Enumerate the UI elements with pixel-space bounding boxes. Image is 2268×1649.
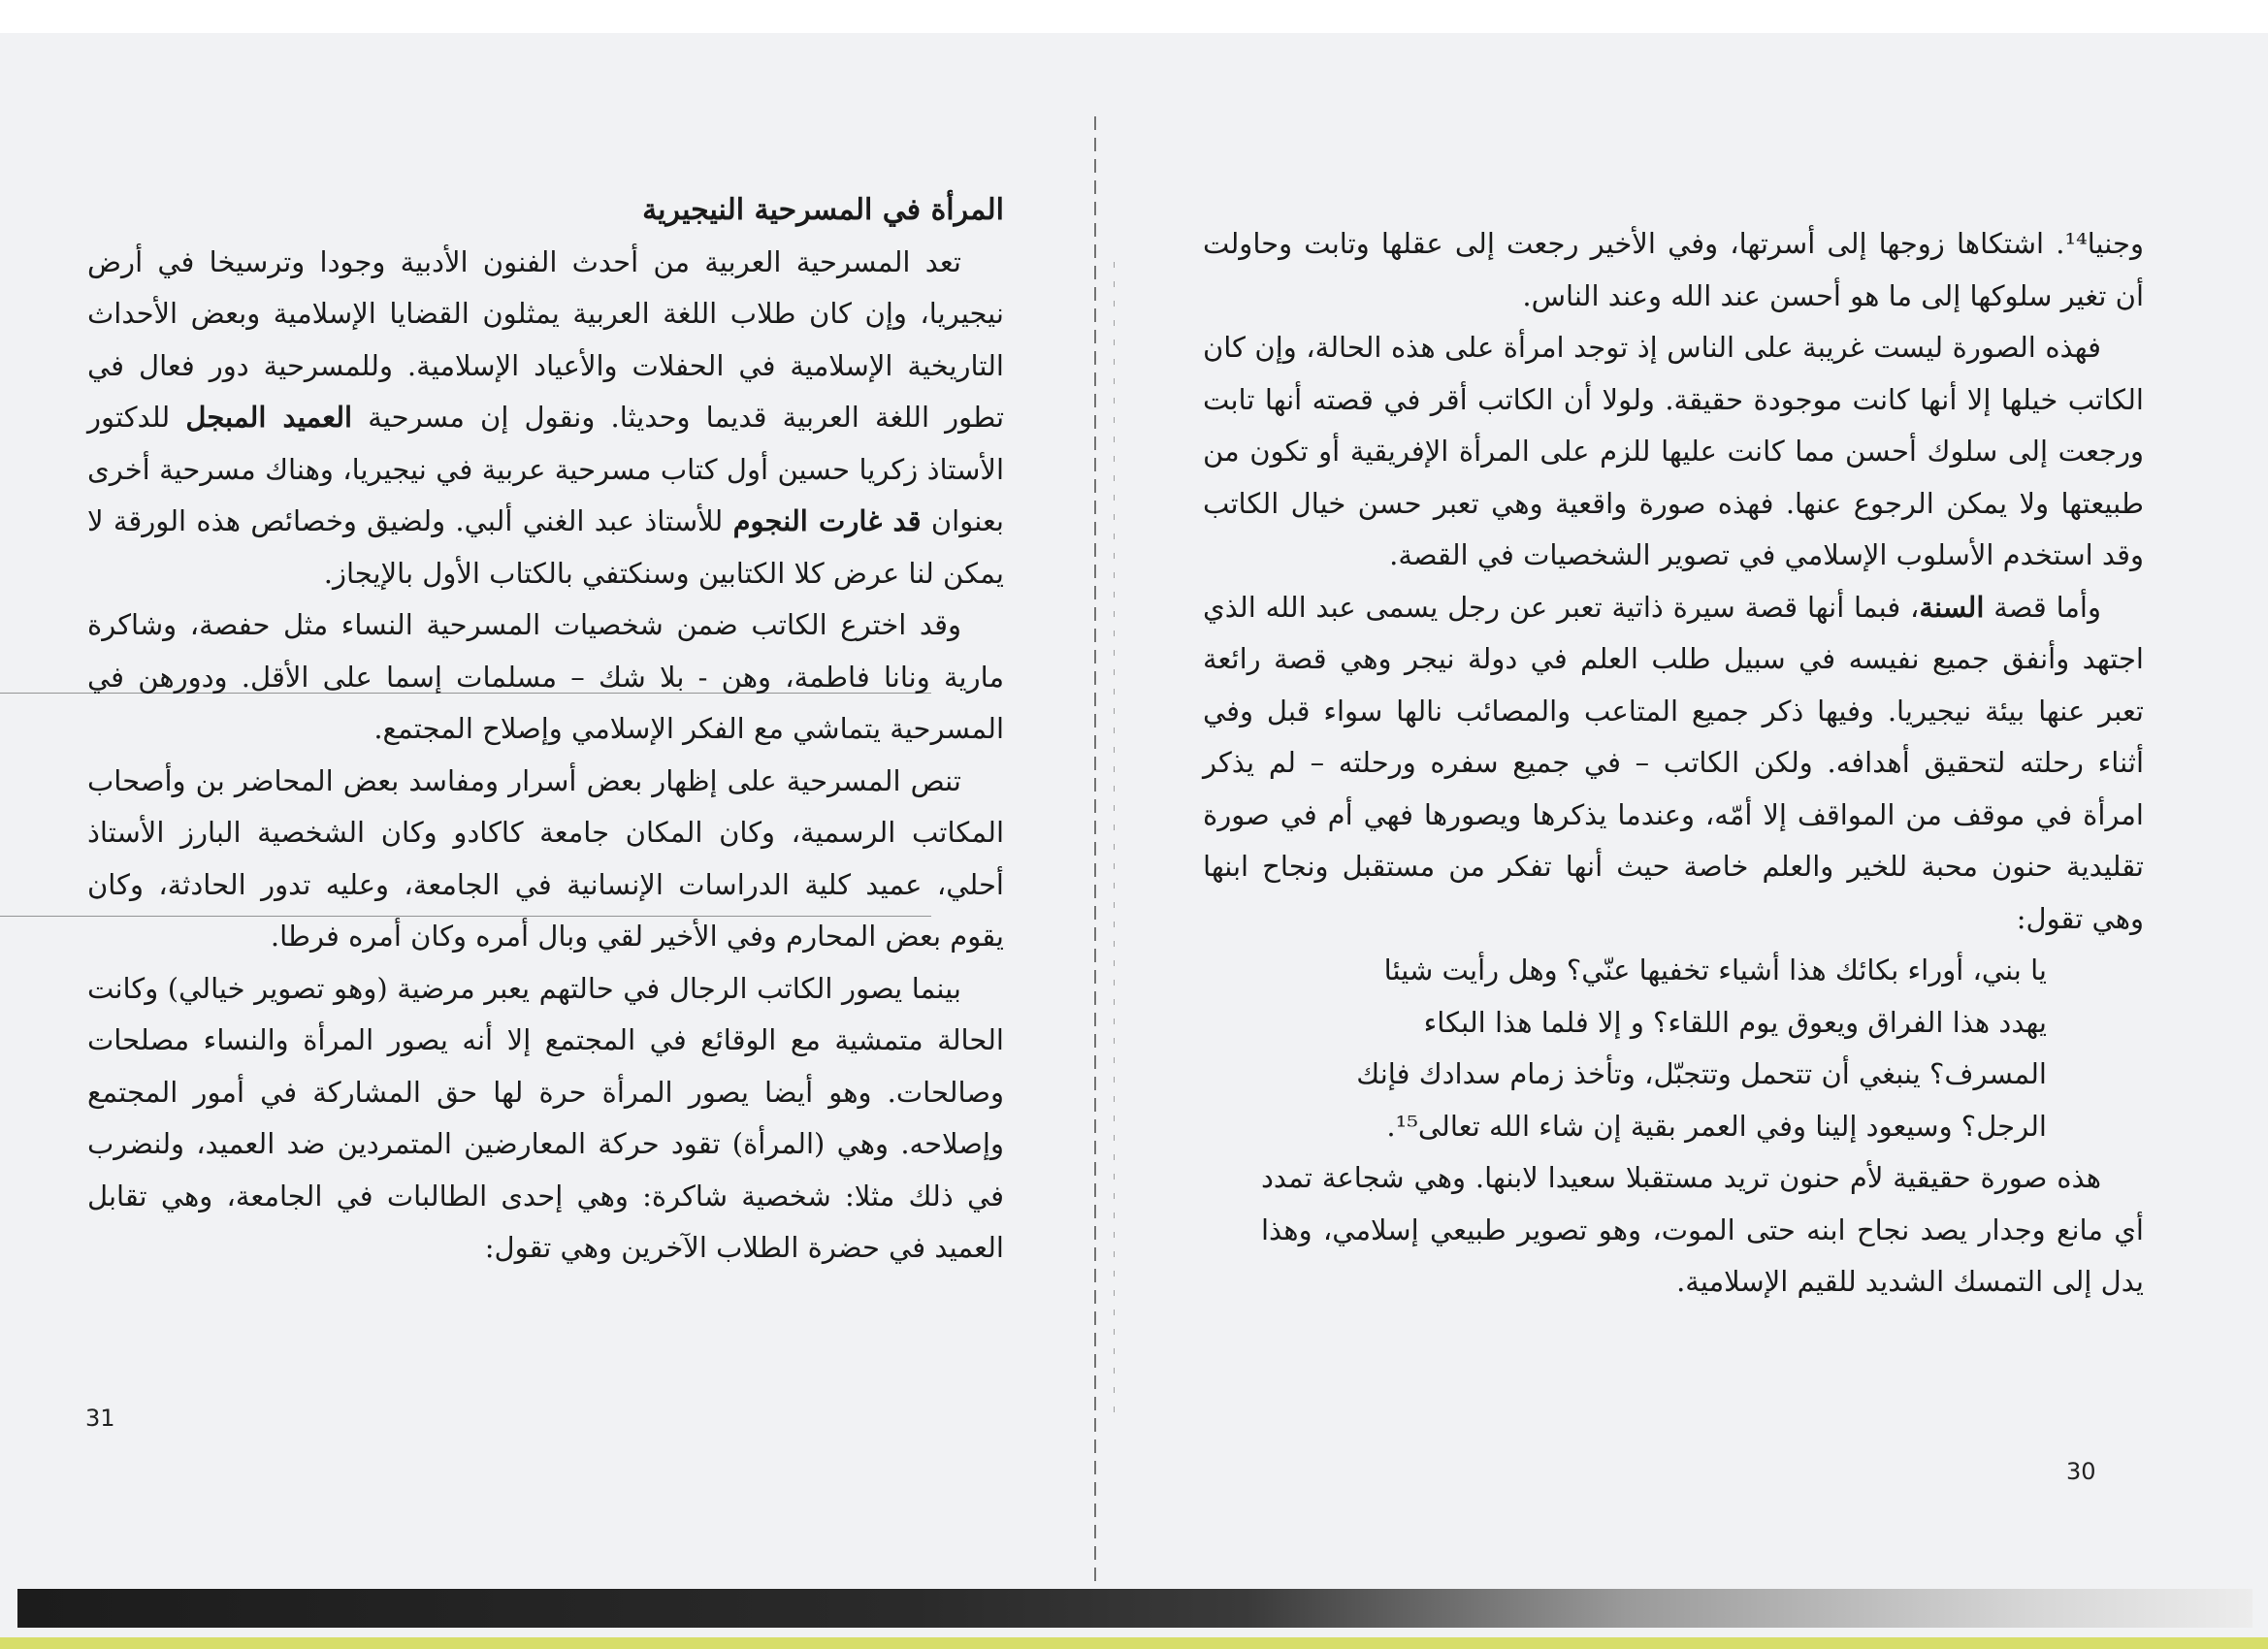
- paragraph-text: تعد المسرحية العربية من أحدث الفنون الأدبية وجودا وترسيخا في أرض نيجيريا، وإن كان طلاب اللغة العربية يمثلون القضايا الإسلامية وبعض الأحداث التاريخية الإسلامية في الحفلات والأعياد الإسلامية. وللمسرحية دور فعال في تطور اللغة العربية قديما وحديثا. ونقول إن مسرحية: [87, 244, 1005, 434]
- paragraph: وجنيا¹⁴. اشتكاها زوجها إلى أسرتها، وفي الأخير رجعت إلى عقلها وتابت وحاولت أن تغير سلوكها إلى ما هو أحسن عند الله وعند الناس.: [1203, 227, 2144, 312]
- play-title: العميد المبجل: [185, 401, 353, 434]
- paragraph: [1203, 582, 2144, 946]
- page-number: 31: [85, 1405, 115, 1432]
- quote-line: المسرف؟ ينبغي أن تتحمل وتتجبّل، وتأخذ زمام سدادك فإنك: [1356, 1057, 2047, 1090]
- story-title: السنة: [1919, 590, 1985, 624]
- scanner-shadow-bar: [17, 1589, 2252, 1628]
- paragraph-text: للدكتور الأستاذ زكريا حسين أول كتاب مسرحية عربية في نيجيريا، وهناك مسرحية أخرى بعنوان: [87, 401, 1005, 537]
- paragraph: وقد اخترع الكاتب ضمن شخصيات المسرحية النساء مثل حفصة، وشاكرة مارية ونانا فاطمة، وهن - بلا شك – مسلمات إسما على الأقل. ودورهن في المسرحية يتماشي مع الفكر الإسلامي وإصلاح المجتمع.: [87, 608, 1004, 745]
- quotation: [1203, 945, 2144, 1152]
- section-heading: المرأة في المسرحية النيجيرية: [642, 193, 1004, 227]
- play-title: قد غارت النجوم: [732, 504, 922, 537]
- scan-top-margin: [0, 0, 2268, 33]
- book-gutter-shadow: [1114, 262, 1115, 1426]
- quote-line: يا بني، أوراء بكائك هذا أشياء تخفيها عنّي؟ وهل رأيت شيئا: [1383, 954, 2047, 986]
- paragraph: تنص المسرحية على إظهار بعض أسرار ومفاسد بعض المحاضر بن وأصحاب المكاتب الرسمية، وكان المكان جامعة كاكادو وكان الشخصية البارز الأستاذ أحلي، عميد كلية الدراسات الإنسانية في الجامعة، وعليه تدور الحادثة، وكان يقوم بعض المحارم وفي الأخير لقي وبال أمره وكان أمره فرطا.: [87, 763, 1004, 953]
- paragraph: [87, 237, 1004, 600]
- quote-line: الرجل؟ وسيعود إلينا وفي العمر بقية إن شاء الله تعالى¹⁵.: [1386, 1109, 2047, 1143]
- page-number: 30: [2066, 1458, 2096, 1485]
- paragraph-text: وأما قصة: [1993, 590, 2101, 624]
- paragraph-text: للأستاذ عبد الغني ألبي. ولضيق وخصائص هذه الورقة لا يمكن لنا عرض كلا الكتابين وسنكتفي بالكتاب الأول بالإيجاز.: [87, 504, 1004, 590]
- paragraph: فهذه الصورة ليست غريبة على الناس إذ توجد امرأة على هذه الحالة، وإن كان الكاتب خيلها إلا أنها كانت موجودة حقيقة. ولولا أن الكاتب أقر في قصته أنها تابت ورجعت إلى سلوك أحسن مما كانت عليها للزم على المرأة الإفريقية أو تكون من طبيعتها ولا يمكن الرجوع عنها. فهذه صورة واقعية وهي تعبر حسن خيال الكاتب وقد استخدم الأسلوب الإسلامي في تصوير الشخصيات في القصة.: [1203, 331, 2144, 571]
- book-gutter: [1094, 116, 1096, 1581]
- right-page: [1203, 218, 2144, 1309]
- left-page: [87, 184, 1004, 1275]
- paragraph: بينما يصور الكاتب الرجال في حالتهم يعبر مرضية (وهو تصوير خيالي) وكانت الحالة متمشية مع الوقائع في المجتمع إلا أنه يصور المرأة والنساء مصلحات وصالحات. وهو أيضا يصور المرأة حرة لها حق المشاركة في أمور المجتمع وإصلاحه. وهي (المرأة) تقود حركة المعارضين المتمردين ضد العميد، ولنضرب في ذلك مثلا: شخصية شاكرة: وهي إحدى الطالبات في الجامعة، وهي تقابل العميد في حضرة الطلاب الآخرين وهي تقول:: [87, 971, 1004, 1264]
- paragraph-text: ، فبما أنها قصة سيرة ذاتية تعبر عن رجل يسمى عبد الله الذي اجتهد وأنفق جميع نفيسه في سبيل طلب العلم في دولة نيجر وهي قصة رائعة تعبر عنها بيئة نيجيريا. وفيها ذكر جميع المتاعب والمصائب نالها سواء قبل وفي أثناء رحلته لتحقيق أهدافه. ولكن الكاتب – في جميع سفره ورحلته – لم يذكر امرأة في موقف من المواقف إلا أمّه، وعندما يذكرها ويصورها فهي أم في صورة تقليدية حنون محبة للخير والعلم خاصة حيث أنها تفكر من مستقبل ونجاح ابنها وهي تقول:: [1203, 590, 2144, 935]
- paragraph: هذه صورة حقيقية لأم حنون تريد مستقبلا سعيدا لابنها. وهي شجاعة تمدد أي مانع وجدار يصد نجاح ابنه حتى الموت، وهو تصوير طبيعي إسلامي، وهذا يدل إلى التمسك الشديد للقيم الإسلامية.: [1261, 1161, 2144, 1298]
- scan-bottom-edge: [0, 1637, 2268, 1649]
- quote-line: يهدد هذا الفراق ويعوق يوم اللقاء؟ و إلا فلما هذا البكاء: [1423, 1005, 2047, 1039]
